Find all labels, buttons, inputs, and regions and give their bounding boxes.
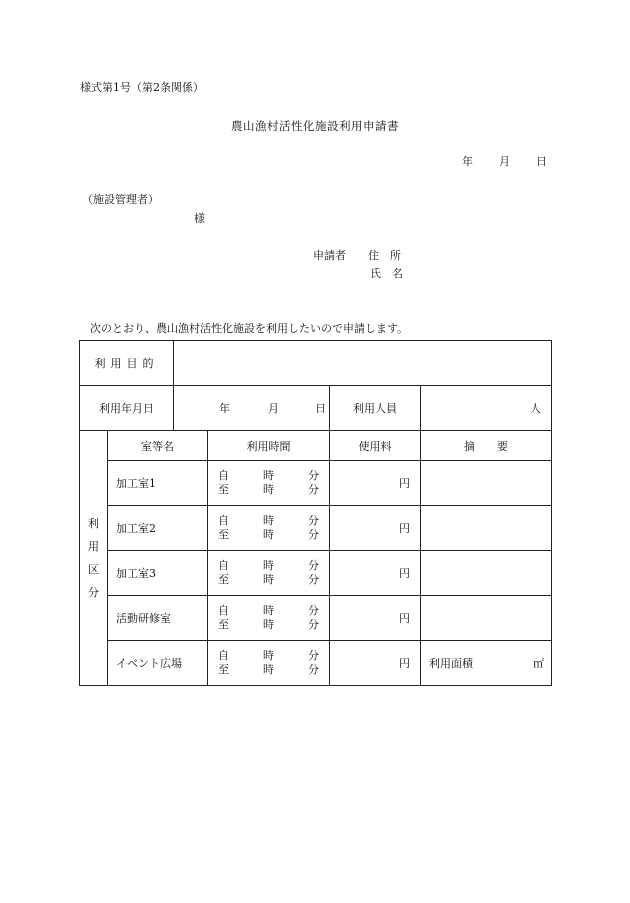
applicant-address-line	[313, 250, 401, 261]
people-unit: 人	[530, 402, 541, 415]
document-title: 農山漁村活性化施設利用申請書	[231, 119, 399, 133]
fee-field[interactable]: 円	[330, 596, 421, 641]
fee-field[interactable]: 円	[330, 641, 421, 686]
room-name: 加工室1	[108, 461, 208, 506]
day-label: 日	[536, 155, 547, 168]
table-row	[80, 506, 552, 551]
area-label: 利用面積	[429, 657, 473, 670]
table-row	[80, 461, 552, 506]
form-number: 様式第1号（第2条関係）	[80, 81, 204, 94]
date-label: 利用年月日	[80, 386, 174, 431]
date-day: 日	[315, 402, 326, 415]
date-month: 月	[268, 402, 279, 415]
purpose-label: 利用目的	[80, 341, 174, 386]
application-table	[79, 340, 552, 686]
fee-field[interactable]: 円	[330, 461, 421, 506]
honorific-label: 様	[194, 212, 205, 225]
fee-field[interactable]: 円	[330, 506, 421, 551]
table-row	[80, 551, 552, 596]
table-row	[80, 596, 552, 641]
room-name: 活動研修室	[108, 596, 208, 641]
time-field[interactable]: 自 時 分 至 時 分	[208, 551, 330, 596]
address-label: 住 所	[368, 249, 401, 262]
notes-field[interactable]	[421, 596, 552, 641]
application-date	[462, 156, 547, 167]
notes-column-header: 摘 要	[421, 431, 552, 461]
purpose-field[interactable]	[174, 341, 552, 386]
room-name: 加工室2	[108, 506, 208, 551]
intro-sentence: 次のとおり、農山漁村活性化施設を利用したいので申請します。	[90, 322, 409, 335]
date-year: 年	[219, 402, 230, 415]
room-name: イベント広場	[108, 641, 208, 686]
usage-category-label: 利 用 区 分	[80, 431, 108, 686]
notes-field[interactable]	[421, 551, 552, 596]
facility-manager-label: （施設管理者）	[82, 193, 159, 206]
fee-column-header: 使用料	[330, 431, 421, 461]
notes-field[interactable]	[421, 461, 552, 506]
date-field[interactable]	[174, 386, 330, 431]
time-field[interactable]: 自 時 分 至 時 分	[208, 461, 330, 506]
fee-field[interactable]: 円	[330, 551, 421, 596]
applicant-label: 申請者	[313, 249, 346, 262]
notes-field[interactable]	[421, 506, 552, 551]
time-field[interactable]: 自 時 分 至 時 分	[208, 506, 330, 551]
year-label: 年	[462, 155, 473, 168]
month-label: 月	[499, 155, 510, 168]
area-unit: ㎡	[533, 657, 544, 670]
time-field[interactable]: 自 時 分 至 時 分	[208, 641, 330, 686]
people-field[interactable]	[421, 386, 552, 431]
room-name: 加工室3	[108, 551, 208, 596]
applicant-name-label: 氏 名	[370, 267, 403, 280]
people-label: 利用人員	[330, 386, 421, 431]
room-column-header: 室等名	[108, 431, 208, 461]
time-field[interactable]: 自 時 分 至 時 分	[208, 596, 330, 641]
area-field[interactable]	[421, 641, 552, 686]
time-column-header: 利用時間	[208, 431, 330, 461]
table-row	[80, 641, 552, 686]
